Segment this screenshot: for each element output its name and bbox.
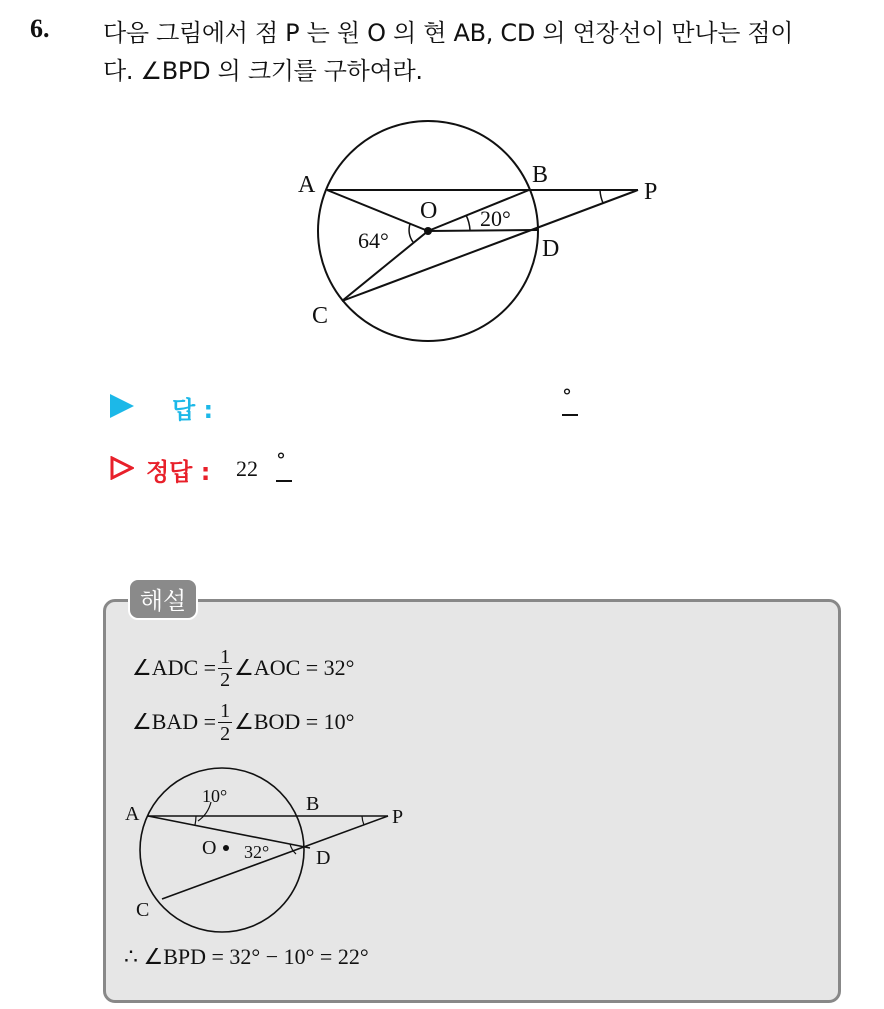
segment-ao — [327, 190, 428, 231]
eq2-denominator: 2 — [220, 722, 231, 745]
solution-angle-32: 32° — [244, 842, 270, 862]
label-p: P — [644, 179, 658, 205]
solution-label-o: O — [202, 837, 217, 859]
correct-unit: ° — [276, 448, 286, 472]
solution-label-p: P — [392, 806, 404, 828]
label-a: A — [298, 172, 316, 198]
correct-label: 정답 : — [146, 458, 211, 486]
circle-figure — [280, 118, 700, 358]
solution-tag: 해설 — [128, 578, 198, 620]
solution-equation-1 — [132, 640, 354, 696]
answer-label: 답 : — [172, 396, 214, 424]
solution-center-point — [223, 845, 229, 851]
solution-angle-10: 10° — [202, 786, 228, 806]
answer-unit: ° — [562, 384, 572, 408]
eq2-fraction — [218, 700, 232, 745]
answer-row — [110, 384, 610, 426]
solution-label-a: A — [125, 803, 140, 825]
question-text-line2: 다. ∠BPD 의 크기를 구하여라. — [103, 57, 423, 85]
question-number: 6. — [30, 14, 50, 43]
question-text-line1: 다음 그림에서 점 P 는 원 O 의 현 AB, CD 의 연장선이 만나는 점이 — [103, 19, 794, 47]
center-point — [424, 227, 432, 235]
angle-label-bod: 20° — [480, 206, 511, 231]
eq1-numerator: 1 — [220, 645, 231, 668]
solution-label-c: C — [136, 899, 150, 921]
eq2-lhs: ∠BAD = — [132, 709, 217, 734]
eq1-denominator: 2 — [220, 668, 231, 691]
angle-arc-bod — [466, 215, 470, 230]
label-b: B — [532, 162, 549, 188]
eq2-rhs: ∠BOD = 10° — [234, 709, 355, 734]
question-text — [103, 14, 873, 90]
segment-bo — [428, 190, 529, 231]
solution-line-cp — [162, 816, 388, 899]
answer-arrow-icon — [110, 394, 134, 418]
correct-underline — [276, 480, 292, 482]
solution-arc-a — [195, 816, 196, 825]
eq2-numerator: 1 — [220, 699, 231, 722]
eq1-lhs: ∠ADC = — [132, 655, 217, 680]
solution-arc-p — [362, 816, 364, 825]
solution-equation-2 — [132, 694, 354, 750]
solution-figure — [118, 766, 428, 936]
eq1-fraction — [218, 646, 232, 691]
angle-arc-p — [600, 190, 603, 203]
solution-label-b: B — [306, 793, 320, 815]
solution-line-ad — [148, 816, 310, 848]
solution-label-d: D — [316, 847, 331, 869]
eq1-rhs: ∠AOC = 32° — [234, 655, 355, 680]
solution-conclusion: ∴ ∠BPD = 32° − 10° = 22° — [124, 944, 369, 969]
angle-label-aoc: 64° — [358, 228, 389, 253]
correct-value: 22 — [236, 456, 258, 481]
label-o: O — [420, 198, 438, 224]
correct-arrow-icon — [110, 456, 134, 480]
angle-arc-aoc — [409, 224, 413, 242]
label-d: D — [542, 236, 560, 262]
correct-answer-row — [110, 448, 510, 488]
label-c: C — [312, 303, 329, 329]
answer-blank[interactable] — [562, 414, 578, 416]
